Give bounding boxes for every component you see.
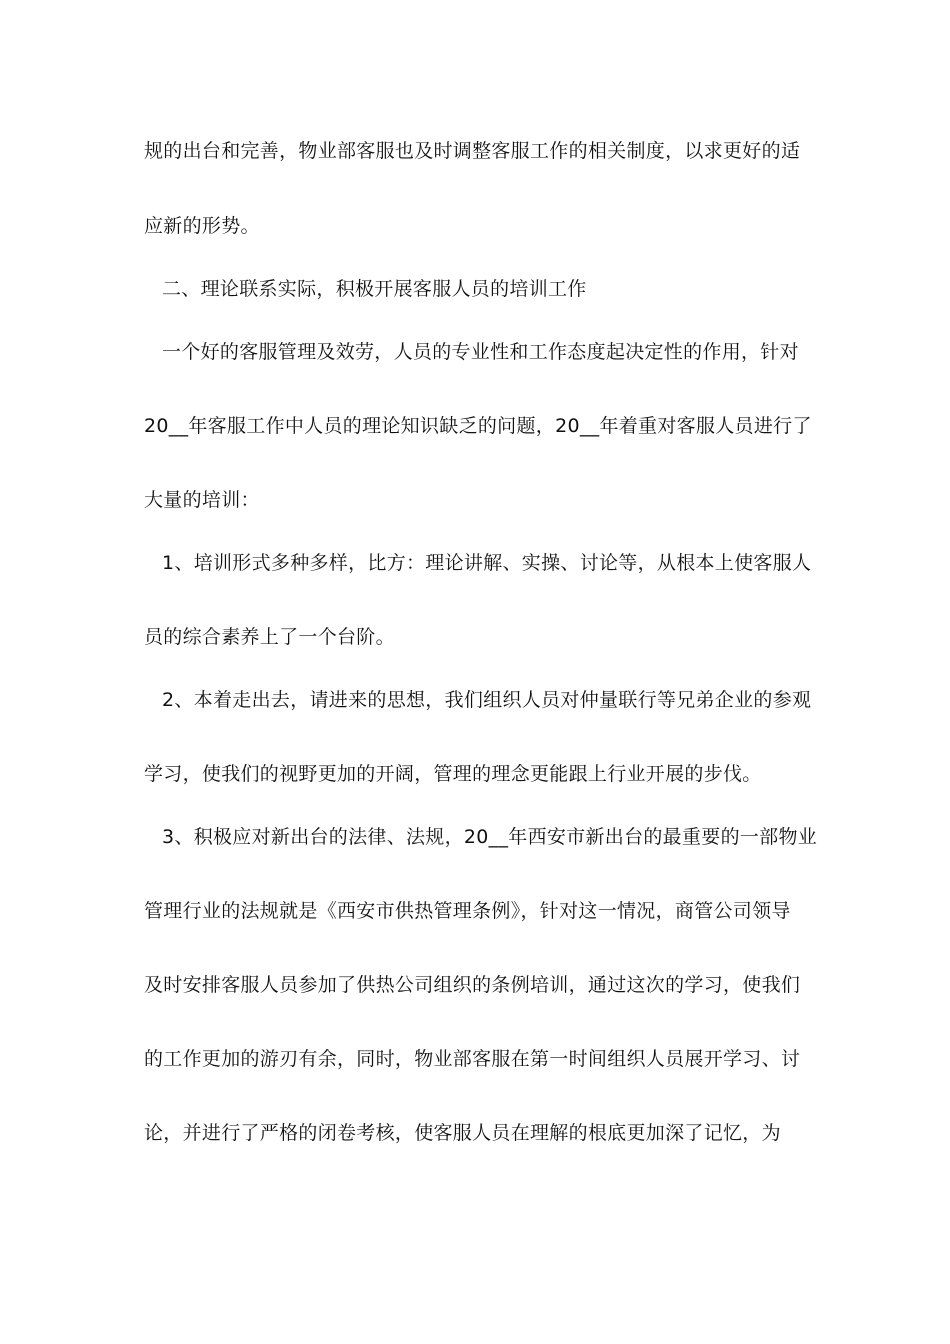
text-line: 规的出台和完善，物业部客服也及时调整客服工作的相关制度，以求更好的适 bbox=[144, 140, 801, 162]
text-line: 20__年客服工作中人员的理论知识缺乏的问题，20__年着重对客服人员进行了 bbox=[144, 415, 812, 437]
section-heading: 二、理论联系实际，积极开展客服人员的培训工作 bbox=[162, 278, 587, 300]
text-line: 的工作更加的游刃有余，同时，物业部客服在第一时间组织人员展开学习、讨 bbox=[144, 1048, 801, 1070]
text-line: 及时安排客服人员参加了供热公司组织的条例培训，通过这次的学习，使我们 bbox=[144, 974, 801, 996]
text-line: 一个好的客服管理及效劳，人员的专业性和工作态度起决定性的作用，针对 bbox=[162, 341, 799, 363]
list-item: 1、培训形式多种多样，比方：理论讲解、实操、讨论等，从根本上使客服人 bbox=[162, 552, 812, 574]
text-line: 应新的形势。 bbox=[144, 215, 260, 237]
text-line: 管理行业的法规就是《西安市供热管理条例》，针对这一情况，商管公司领导 bbox=[144, 900, 791, 922]
text-line: 学习，使我们的视野更加的开阔，管理的理念更能跟上行业开展的步伐。 bbox=[144, 763, 762, 785]
text-line: 员的综合素养上了一个台阶。 bbox=[144, 626, 395, 648]
list-item: 2、本着走出去，请进来的思想，我们组织人员对仲量联行等兄弟企业的参观 bbox=[162, 689, 812, 711]
text-line: 论，并进行了严格的闭卷考核，使客服人员在理解的根底更加深了记忆，为 bbox=[144, 1122, 781, 1144]
text-line: 大量的培训： bbox=[144, 489, 260, 511]
list-item: 3、积极应对新出台的法律、法规，20__年西安市新出台的最重要的一部物业 bbox=[162, 826, 818, 848]
